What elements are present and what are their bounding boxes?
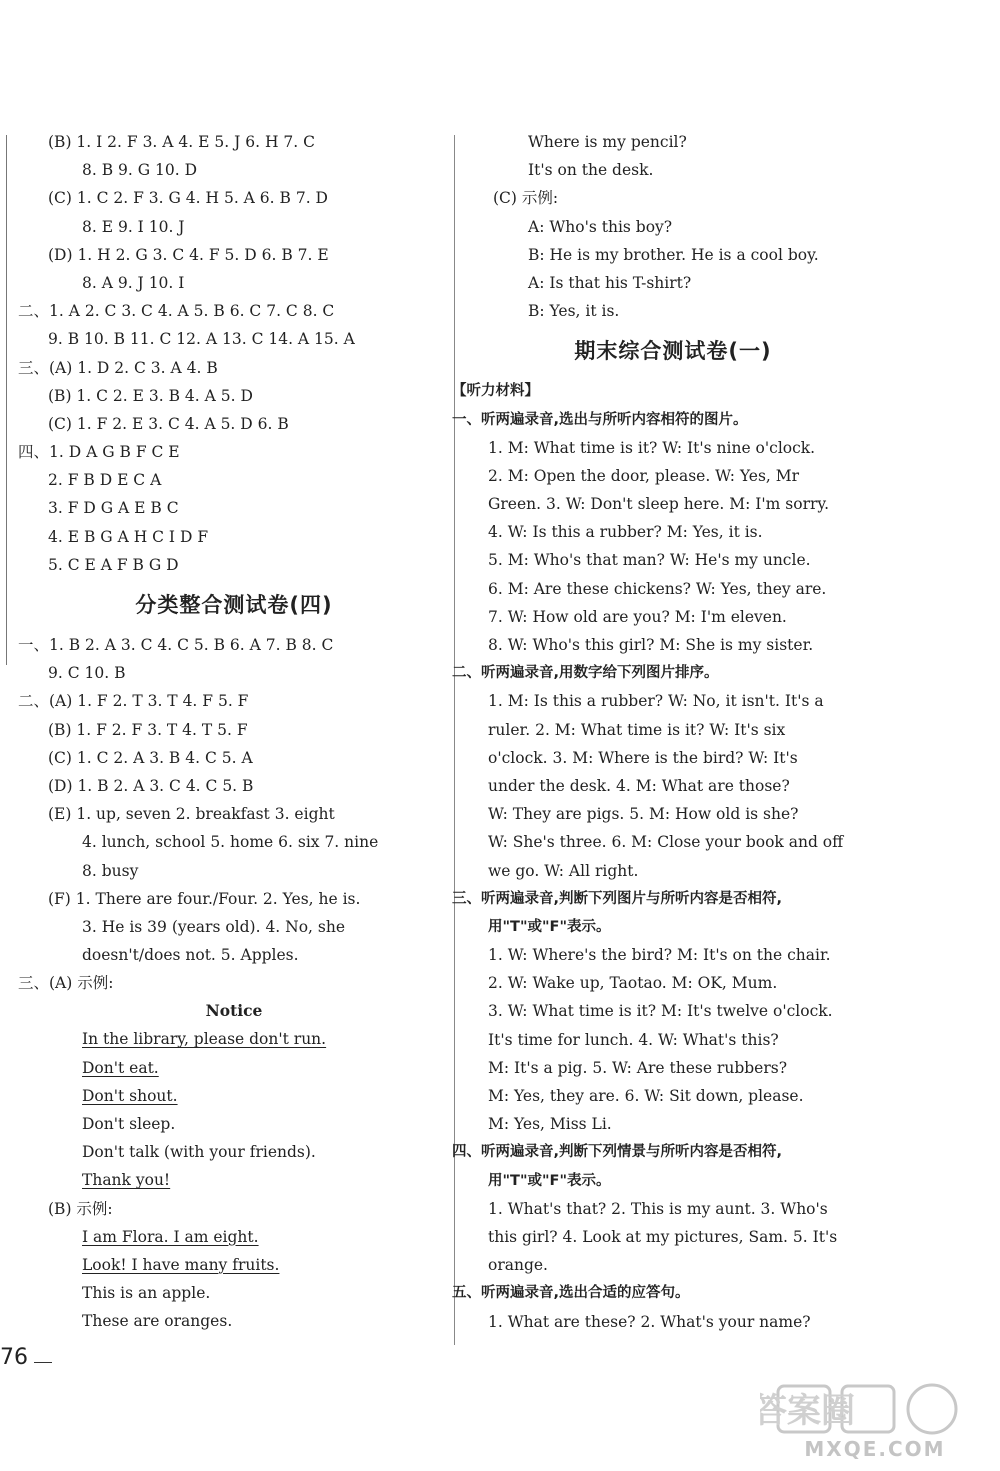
answer-line: 9. B 10. B 11. C 12. A 13. C 14. A 15. A — [48, 330, 355, 349]
dialogue-line: It's on the desk. — [528, 161, 654, 180]
script-line: M: Yes, Miss Li. — [488, 1115, 612, 1134]
script-line: W: They are pigs. 5. M: How old is she? — [488, 805, 799, 824]
answer-line: 5. C E A F B G D — [48, 555, 179, 574]
page-number: 76 — [0, 1345, 28, 1370]
answer-line: 二、1. A 2. C 3. C 4. A 5. B 6. C 7. C 8. C — [18, 302, 335, 321]
notice-text: Don't sleep. — [82, 1115, 176, 1133]
watermark-graphic — [760, 1382, 990, 1462]
answer-line: 二、(A) 1. F 2. T 3. T 4. F 5. F — [18, 692, 249, 711]
watermark-char: 答案圈 — [760, 1391, 855, 1431]
answer-line: (D) 1. H 2. G 3. C 4. F 5. D 6. B 7. E — [48, 245, 329, 264]
answer-line: 4. E B G A H C I D F — [48, 527, 209, 546]
question-heading: 一、听两遍录音,选出与所听内容相符的图片。 — [452, 411, 748, 428]
answer-line: 3. He is 39 (years old). 4. No, she — [82, 917, 346, 936]
question-heading: 三、听两遍录音,判断下列图片与所听内容是否相符, — [452, 890, 783, 907]
example-line — [18, 1223, 450, 1251]
example-text: These are oranges. — [82, 1312, 233, 1331]
script-line: 1. M: Is this a rubber? W: No, it isn't. It's a — [488, 692, 824, 711]
question-heading: 五、听两遍录音,选出合适的应答句。 — [452, 1285, 690, 1302]
notice-title: Notice — [205, 1001, 263, 1021]
script-line: W: She's three. 6. M: Close your book and off — [488, 833, 844, 852]
notice-text: Don't shout. — [82, 1086, 178, 1105]
script-line: M: Yes, they are. 6. W: Sit down, please. — [488, 1087, 804, 1105]
script-line: 7. W: How old are you? M: I'm eleven. — [488, 607, 787, 626]
page-number-dash — [34, 1362, 52, 1363]
notice-line — [18, 1166, 450, 1194]
answer-line: (C) 1. F 2. E 3. C 4. A 5. D 6. B — [48, 414, 289, 433]
watermark-url: MXQE.COM — [804, 1437, 946, 1461]
question-heading-cont: 用"T"或"F"表示。 — [488, 1172, 611, 1189]
example-text: I am Flora. I am eight. — [82, 1227, 259, 1246]
script-line: Green. 3. W: Don't sleep here. M: I'm sorry. — [488, 495, 830, 514]
answer-line: (C) 1. C 2. A 3. B 4. C 5. A — [48, 748, 253, 767]
question-heading: 二、听两遍录音,用数字给下列图片排序。 — [452, 665, 719, 682]
example-line — [18, 1251, 450, 1279]
answer-line: 2. F B D E C A — [48, 471, 162, 490]
notice-text: In the library, please don't run. — [82, 1030, 327, 1049]
left-margin-rule — [6, 135, 7, 665]
notice-line — [18, 1110, 450, 1138]
script-line: this girl? 4. Look at my pictures, Sam. 5. It's — [488, 1227, 838, 1246]
script-line: 2. M: Open the door, please. W: Yes, Mr — [488, 466, 800, 485]
script-line: 1. What's that? 2. This is my aunt. 3. Who's — [488, 1199, 828, 1218]
answer-line: (C) 1. C 2. F 3. G 4. H 5. A 6. B 7. D — [48, 189, 328, 208]
answer-line: (B) 1. I 2. F 3. A 4. E 5. J 6. H 7. C — [48, 133, 315, 151]
dialogue-line: B: He is my brother. He is a cool boy. — [528, 245, 819, 264]
answer-line: (E) 1. up, seven 2. breakfast 3. eight — [48, 805, 335, 824]
script-line: 1. M: What time is it? W: It's nine o'clock. — [488, 438, 816, 457]
notice-line — [18, 1025, 450, 1053]
notice-text: Don't talk (with your friends). — [82, 1143, 316, 1162]
script-line: under the desk. 4. M: What are those? — [488, 776, 790, 795]
script-line: 1. W: Where's the bird? M: It's on the chair. — [488, 946, 831, 965]
answer-line: 三、(A) 示例: — [18, 974, 114, 993]
dialogue-line: B: Yes, it is. — [528, 302, 620, 321]
example-label: (C) 示例: — [493, 189, 559, 208]
script-line: It's time for lunch. 4. W: What's this? — [488, 1030, 779, 1049]
answer-line: 9. C 10. B — [48, 664, 126, 683]
script-line: 1. What are these? 2. What's your name? — [488, 1312, 811, 1331]
example-text: Look! I have many fruits. — [82, 1255, 280, 1274]
dialogue-line: A: Is that his T-shirt? — [528, 273, 692, 292]
notice-text: Don't eat. — [82, 1058, 159, 1077]
section-title-final-test-1: 期末综合测试卷(一) — [574, 339, 772, 364]
example-line — [18, 1279, 450, 1307]
answer-line: 四、1. D A G B F C E — [18, 443, 180, 462]
answer-line: 8. E 9. I 10. J — [82, 217, 185, 236]
dialogue-line: Where is my pencil? — [528, 133, 687, 151]
notice-line — [18, 1082, 450, 1110]
script-line: 6. M: Are these chickens? W: Yes, they are. — [488, 579, 827, 598]
example-line — [18, 1307, 450, 1335]
script-line: M: It's a pig. 5. W: Are these rubbers? — [488, 1058, 788, 1077]
watermark-logo — [760, 1382, 990, 1462]
answer-line: (D) 1. B 2. A 3. C 4. C 5. B — [48, 776, 254, 795]
script-line: 2. W: Wake up, Taotao. M: OK, Mum. — [488, 974, 778, 993]
answer-line: 8. A 9. J 10. I — [82, 273, 185, 292]
left-column — [18, 128, 450, 1336]
example-label: (B) 示例: — [48, 1199, 113, 1218]
dialogue-line: A: Who's this boy? — [528, 217, 673, 236]
script-line: ruler. 2. M: What time is it? W: It's six — [488, 720, 786, 739]
question-heading: 四、听两遍录音,判断下列情景与所听内容是否相符, — [452, 1144, 783, 1161]
answer-line: (F) 1. There are four./Four. 2. Yes, he is. — [48, 889, 361, 908]
notice-text: Thank you! — [82, 1171, 171, 1190]
notice-line — [18, 1138, 450, 1166]
right-column — [452, 128, 888, 1336]
script-line: o'clock. 3. M: Where is the bird? W: It's — [488, 748, 798, 767]
listening-material-header: 【听力材料】 — [452, 383, 539, 400]
section-title-unit-test-4: 分类整合测试卷(四) — [135, 593, 333, 617]
script-line: 5. M: Who's that man? W: He's my uncle. — [488, 551, 811, 570]
answer-line: doesn't/does not. 5. Apples. — [82, 946, 299, 965]
question-heading-cont: 用"T"或"F"表示。 — [488, 918, 611, 935]
script-line: 4. W: Is this a rubber? M: Yes, it is. — [488, 523, 763, 542]
answer-line: 8. B 9. G 10. D — [82, 161, 198, 180]
answer-line: 一、1. B 2. A 3. C 4. C 5. B 6. A 7. B 8. C — [18, 636, 334, 654]
script-line: orange. — [488, 1256, 548, 1275]
answer-line: 8. busy — [82, 861, 139, 880]
answer-line: (B) 1. F 2. F 3. T 4. T 5. F — [48, 720, 248, 739]
script-line: we go. W: All right. — [488, 861, 639, 880]
script-line: 8. W: Who's this girl? M: She is my sister. — [488, 636, 814, 654]
script-line: 3. W: What time is it? M: It's twelve o'clock. — [488, 1002, 833, 1021]
example-text: This is an apple. — [82, 1284, 211, 1303]
answer-line: 3. F D G A E B C — [48, 499, 179, 518]
notice-line — [18, 1054, 450, 1082]
answer-line: (B) 1. C 2. E 3. B 4. A 5. D — [48, 386, 253, 405]
answer-line: 4. lunch, school 5. home 6. six 7. nine — [82, 833, 379, 852]
answer-line: 三、(A) 1. D 2. C 3. A 4. B — [18, 358, 218, 377]
